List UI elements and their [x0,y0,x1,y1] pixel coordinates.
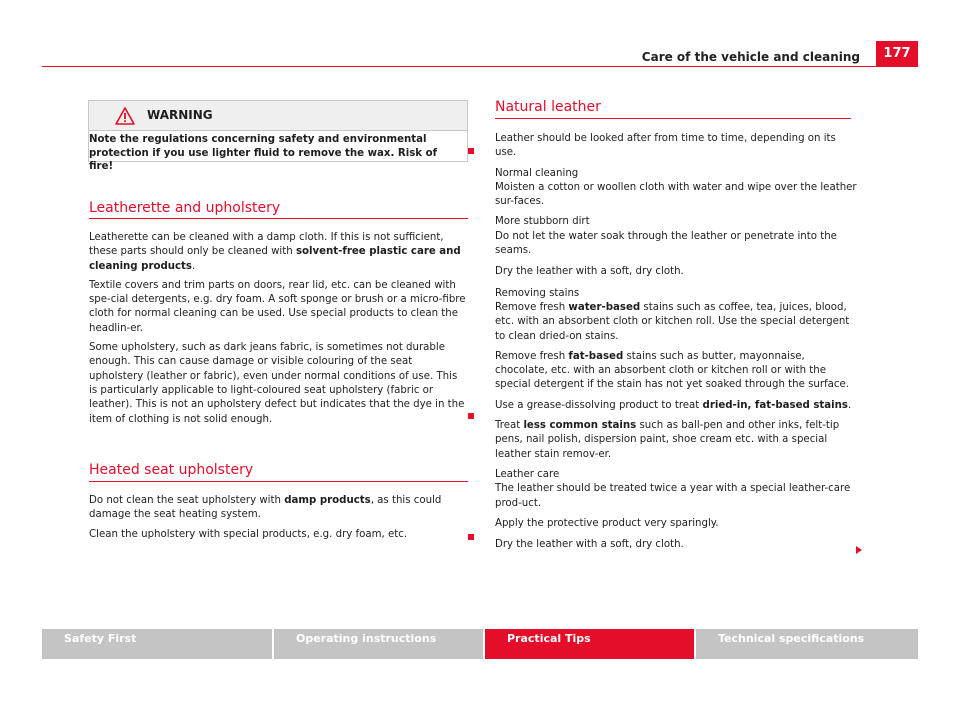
continue-arrow-icon [856,546,862,554]
leather-subhead: Normal cleaning [495,167,579,179]
footer-tab-practical-tips[interactable]: Practical Tips [485,629,694,659]
natural-leather-body [495,132,857,552]
leather-subhead: More stubborn dirt [495,216,590,228]
leather-subhead: Leather care [495,468,560,480]
footer-tab-operating-instructions[interactable]: Operating instructions [274,629,483,659]
page-header-title: Care of the vehicle and cleaning [641,50,860,64]
end-of-section-mark [468,413,474,419]
leather-subhead: Removing stains [495,287,580,299]
section-heading-heated-seat: Heated seat upholstery [89,462,254,478]
section-heading-natural-leather: Natural leather [495,99,601,115]
page-number: 177 [876,41,918,67]
leather-paragraph: Dry the leather with a soft, dry cloth. [495,539,684,551]
footer-nav [42,629,918,659]
warning-header [89,101,467,131]
leather-paragraph: Do not let the water soak through the leather or penetrate into the seams. [495,230,837,257]
end-of-section-mark [468,534,474,540]
section-rule [89,218,468,219]
warning-triangle-icon [115,107,135,125]
leather-paragraph: The leather should be treated twice a year with a special leather-care prod-uct. [495,483,851,509]
warning-label: WARNING [147,108,213,122]
heated-paragraph: Clean the upholstery with special products, e.g. dry foam, etc. [89,528,408,540]
section-heading-leatherette: Leatherette and upholstery [89,200,281,216]
leather-paragraph: Apply the protective product very sparingly. [495,517,719,529]
footer-tab-safety-first[interactable]: Safety First [42,629,272,659]
leatherette-paragraph: Leatherette can be cleaned with a damp cloth. If this is not sufficient, these parts should only be cleaned with solvent-free plastic care and cleaning products. [89,232,461,272]
footer-tab-technical-specifications[interactable]: Technical specifications [696,629,918,659]
leather-paragraph: Dry the leather with a soft, dry cloth. [495,266,684,278]
heated-body [89,494,467,542]
leatherette-paragraph: Textile covers and trim parts on doors, rear lid, etc. can be cleaned with spe-cial detergents, e.g. dry foam. A soft sponge or brush or a micro-fibre cloth for normal cleaning can be used. Use special products to clean the headlin-er. [89,279,466,334]
heated-paragraph: Do not clean the seat upholstery with damp products, as this could damage the seat heating system. [89,495,442,521]
leather-paragraph: Remove fresh fat-based stains such as butter, mayonnaise, chocolate, etc. with an absorbent cloth or kitchen roll or with the special detergent if the stain has not yet soaked through the surface. [495,350,849,391]
leatherette-body [89,231,467,427]
header-rule [42,66,876,67]
section-rule [89,481,468,482]
section-rule [495,118,851,119]
leather-paragraph: Use a grease-dissolving product to treat dried-in, fat-based stains. [495,399,852,411]
warning-text: Note the regulations concerning safety and environmental protection if you use lighter fluid to remove the wax. Risk of fire! [89,134,438,172]
leather-paragraph: Treat less common stains such as ball-pen and other inks, felt-tip pens, nail polish, dispersion paint, shoe cream etc. with a special leather stain remov-er. [495,420,840,460]
leather-paragraph: Remove fresh water-based stains such as coffee, tea, juices, blood, etc. with an absorbent cloth or kitchen roll. Use the special detergent to clean dried-on stains. [495,301,850,342]
leather-paragraph: Moisten a cotton or woollen cloth with water and wipe over the leather sur-faces. [495,181,857,208]
leatherette-paragraph: Some upholstery, such as dark jeans fabric, is sometimes not durable enough. This can cause damage or visible colouring of the seat upholstery (leather or fabric), even under normal conditions of use. This is particularly applicable to light-coloured seat upholstery (fabric or leather). This is not an upholstery defect but indicates that the dye in the item of clothing is not solid enough. [89,342,465,425]
leather-paragraph: Leather should be looked after from time to time, depending on its use. [495,133,836,159]
end-of-section-mark [468,148,474,154]
